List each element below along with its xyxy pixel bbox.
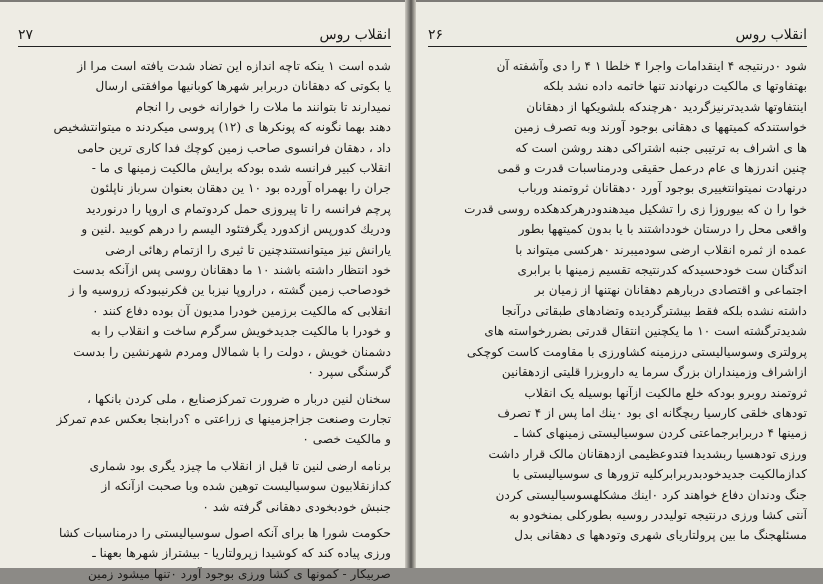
text-line: درنهادت نمیتوانتغییری بوجود آورد ۰دهقانان ثروتمند ورباب — [518, 181, 807, 196]
text-line: یا بکوتی که دهقانان دربرابر شهرها کوبانیها موافقتی ارسال — [95, 79, 391, 94]
text-line: برنامه ارضی لنین تا قبل از انقلاب ما چیزد یگری بود شماری — [89, 458, 391, 473]
text-line: شود ۰درنتیجه ۴ اینقدامات واجرا ۴ خلطا ۱ ۴ را دی وآشفته آن — [496, 59, 807, 73]
text-line: جنگ ودندان دفاع خواهند کرد ۰اینك مشکلهسوسیالیستی کردن — [495, 487, 807, 502]
text-line: خواستندکه کمیتهها ی دهقانی بوجود آورند وبه تصرف زمین — [514, 120, 807, 135]
text-line: و مالکیت خصی ۰ — [302, 432, 391, 447]
text-line: نمیدارند تا بتوانند ما ملات را خوارانه خوبی را انجام — [135, 99, 391, 114]
left-page — [0, 2, 405, 581]
text-line: ها ی اشراف به ترتیبی جنبه اشتراکی دهند روشن است که — [515, 140, 807, 155]
text-line: جنبش خودبخودی دهقانی گرفته شد ۰ — [202, 499, 391, 514]
text-line: پرچم فرانسه را تا پیروزی حمل کردوتمام ی اروپا را درنوردید — [85, 201, 391, 216]
text-line: خود انتظار داشته باشند ۱۰ ما دهقانان روسی پس ازآنکه بدست — [72, 263, 391, 278]
text-line: دهند بهما نگونه که پونکرها ی (۱۲) پروسی میکردند ه میتوانتشخیص — [53, 120, 391, 135]
text-line: دشمنان خویش ، دولت را با شمالال ومردم شهرنشین را بدست — [73, 344, 391, 359]
text-line: اندگتان ست خودحسیدکه کدرنتیجه تقسیم زمینها با برابری — [517, 263, 807, 278]
text-line: ازاشراف وزمینداران بزرگ سرما یه داروبزرا قلیتی ازدهقانین — [501, 365, 807, 380]
text-line: شده است ۱ ینکه تاچه اندازه این تضاد شدت یافته است مرا از — [77, 59, 391, 73]
right-page-number: ۲۶ — [428, 27, 444, 43]
right-page-body — [428, 56, 807, 546]
left-running-title: انقلاب روس — [319, 27, 391, 43]
left-page-header — [18, 24, 391, 47]
text-line: تجارت وصنعت جزاجزمینها ی زراعتی ه ؟درابنجا بعکس عدم تمرکز — [56, 411, 391, 426]
text-line: زمینها ۴ دربرابرجماعتی کردن سوسیالیستی زمینهای کشا ـ — [514, 426, 807, 441]
text-line: خودصاحب زمین گشته ، دراروپا نیزبا ین فکرنیبودکه زروسیه وا ز — [68, 283, 391, 298]
text-line: مسئلهجنگ ما بین پرولتاریای شهری وتودهها ی دهقانی بدل — [514, 528, 807, 543]
text-line: کدازمالکیت جدیدخودبدربرابرکلیه تزورها ی سوسیالیستی با — [512, 467, 807, 482]
text-line: انقلاب کبیر فرانسه شده بودکه برایش مالکیت زمینها ی ما - — [91, 161, 391, 176]
text-line: داشته نشده بلکه فقط بیشترگردیده وتضادهای طبقاتی درآنجا — [501, 303, 807, 318]
text-line: داد ، دهقان فرانسوی صاحب زمین کوچك فدا کاری ترین حامی — [77, 140, 391, 155]
text-line: عمده از ثمره انقلاب ارضی سودمیبرند ۰هرکسی میتواند با — [515, 242, 807, 257]
text-line: بهتفاوتها ی مالکیت درنهادند تنها خاتمه داده نشد بلکه — [543, 79, 807, 94]
text-line: واقعی محل را درستان خودداشتند با یا بدون کمیتهها بطور — [518, 222, 807, 237]
text-line: حکومت شورا ها برای آنکه اصول سوسیالیستی را درمناسبات کشا — [59, 525, 391, 540]
text-line: ودریك کدورپس ازکدورد یگرفتئود الیسم را درهم کوبید .لنین و — [81, 222, 391, 237]
book-gutter — [405, 0, 416, 568]
text-line: گرسنگی سپرد ۰ — [307, 365, 391, 380]
left-page-body — [18, 56, 391, 584]
right-page — [416, 2, 823, 568]
text-line: پرولتری وسوسیالیستی درزمینه کشاورزی با مقاومت کاست کوچکی — [466, 344, 807, 359]
right-running-title: انقلاب روس — [735, 27, 807, 43]
text-line: شدیدترگشته است ۱۰ ما یکچنین انتقال قدرتی بضررخواسته های — [484, 324, 807, 339]
text-line: تودهای خلقی کارسیا ربچگانه ای بود ۰ینك اما پس از ۴ تصرف — [497, 405, 807, 420]
text-line: اجتماعی و اقتصادی دربارهم دهقانان نهتنها از زمیان بر — [534, 283, 807, 298]
text-line: صربیکار - کمونها ی کشا ورزی بوجود آورد ۰تنها میشود زمین — [88, 566, 391, 581]
text-line: آنتی کشا ورزی درنتیجه تولیددر روسیه بطورکلی بمنخودو به — [509, 507, 807, 522]
text-line: اینتفاوتها شدیدترنیزگردید ۰هرچندکه بلشویکها از دهقانان — [526, 99, 807, 114]
left-page-number: ۲۷ — [18, 27, 34, 43]
text-line: خوا را ن که بیوروزا زی را تشکیل میدهندودرهرکدهکده روسی قدرت — [464, 201, 807, 216]
text-line: ورزی پیاده کند که کوشیدا زپرولتاریا - بیشتراز شهرها بعهنا ـ — [92, 546, 391, 561]
text-line: جران را بهمراه آورده بود ۱۰ ین دهقان بعنوان سرباز ناپلئون — [90, 181, 391, 196]
text-line: و خودرا با مالکیت جدیدخویش سرگرم ساخت و انقلاب را به — [90, 324, 391, 339]
text-line: ورزی تودهسیا ربشدیدا فتدوعظیمی ازدهقانان مالک قرار داشت — [488, 446, 807, 461]
text-line: کدازنقلابیون سوسیالیست توهین شده وبا صحبت ازآنکه از — [101, 479, 391, 494]
text-line: چنین اندرزها ی عام درعمل حقیقی ودرمناسبات قدرت و قمی — [497, 161, 807, 176]
text-line: انقلابی که مالکیت برزمین خودرا مدیون آن بوده دفاع کنند ۰ — [92, 303, 391, 318]
right-page-header — [428, 24, 807, 47]
text-line: ثروتمند روبرو بودکه خلع مالکیت ازآنها بوسیله یک انقلاب — [524, 385, 807, 400]
text-line: سخنان لنین دربار ه ضرورت تمرکزصنایع ، ملی کردن بانکها ، — [87, 391, 391, 406]
text-line: یارانش نیز میتوانستندچنین تا ثیری را ازتمام رهائی ارضی — [105, 242, 391, 257]
